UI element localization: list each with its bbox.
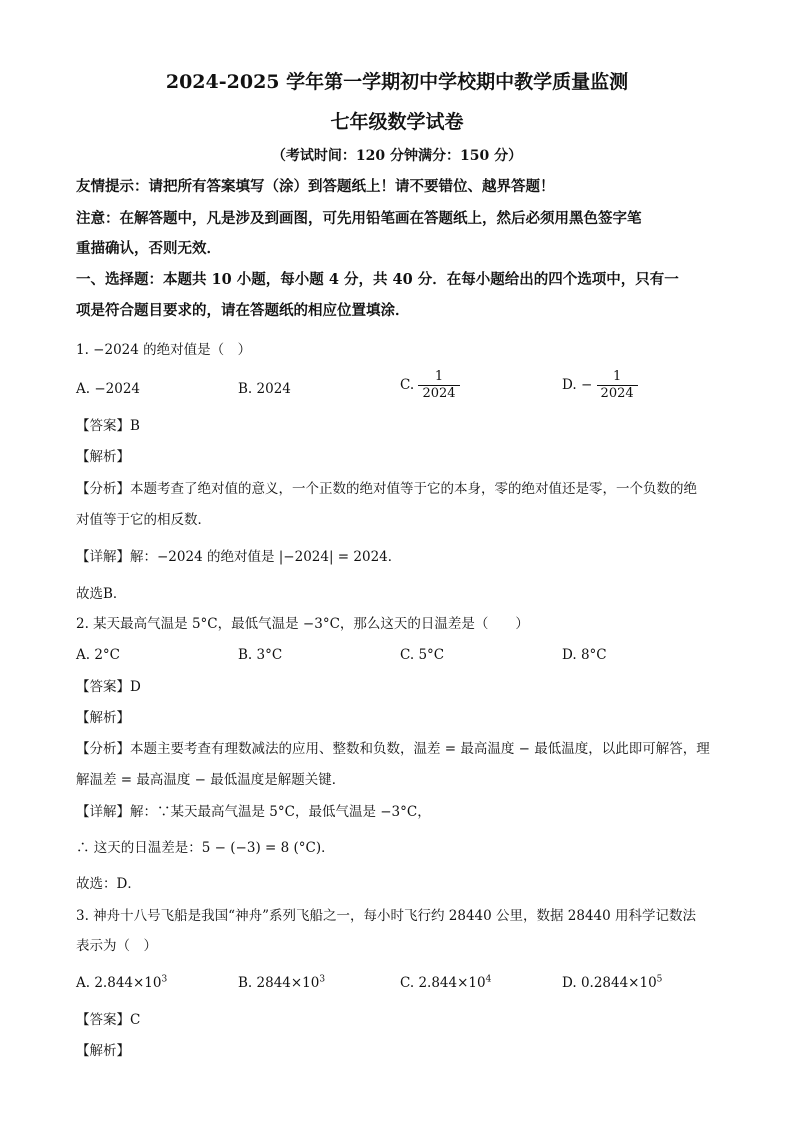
q1-analysis-line-2: 对值等于它的相反数． xyxy=(76,512,211,528)
q2-analysis-line-1: 【分析】本题主要考查有理数减法的应用、整数和负数，温差 = 最高温度 − 最低温度，以此即可解答，理 xyxy=(76,741,710,757)
q1-choose: 故选B． xyxy=(76,586,127,602)
exam-info: （考试时间：120 分钟满分：150 分） xyxy=(271,148,523,164)
option-value: 3°C xyxy=(256,647,283,663)
option-label: A. xyxy=(76,975,91,991)
option-exponent: 3 xyxy=(319,974,326,985)
q2-analysis-tag: 【解析】 xyxy=(76,710,130,726)
fraction xyxy=(597,369,638,402)
option-label: A. xyxy=(76,647,91,663)
note-line-2: 重描确认，否则无效． xyxy=(76,240,221,257)
option-label: C. xyxy=(400,647,415,663)
q1-analysis-tag: 【解析】 xyxy=(76,449,130,465)
section-heading-line-1: 一、选择题：本题共 10 小题，每小题 4 分，共 40 分．在每小题给出的四个选项中，只有一 xyxy=(76,271,679,288)
q2-answer: 【答案】D xyxy=(76,679,141,695)
q1-option-b xyxy=(238,379,291,399)
q1-answer: 【答案】B xyxy=(76,418,140,434)
q3-option-a xyxy=(76,973,167,993)
q2-analysis-line-2: 解温差 = 最高温度 − 最低温度是解题关键． xyxy=(76,772,346,788)
q3-stem-line-1: 3. 神舟十八号飞船是我国“神舟”系列飞船之一，每小时飞行约 28440 公里，数据 28440 用科学记数法 xyxy=(76,908,697,924)
option-label: A. xyxy=(76,381,91,397)
q1-detail: 【详解】解：−2024 的绝对值是 |−2024| = 2024． xyxy=(76,549,402,565)
q3-option-b xyxy=(238,973,325,993)
option-label: D. xyxy=(562,647,577,663)
option-label: C. xyxy=(400,377,415,393)
option-label: D. xyxy=(562,377,577,393)
q2-detail: 【详解】解：∵某天最高气温是 5°C，最低气温是 −3°C， xyxy=(76,804,431,820)
q3-option-d xyxy=(562,973,662,993)
q2-option-c xyxy=(400,645,444,665)
fraction-denominator: 2024 xyxy=(597,385,638,402)
q2-stem: 2. 某天最高气温是 5°C，最低气温是 −3°C，那么这天的日温差是（ ） xyxy=(76,616,529,632)
q2-option-b xyxy=(238,645,282,665)
exam-subtitle: 七年级数学试卷 xyxy=(330,111,464,133)
q3-option-c xyxy=(400,973,491,993)
option-label: B. xyxy=(238,975,253,991)
option-base: 2.844×10 xyxy=(418,975,486,991)
q1-option-c xyxy=(400,369,460,402)
q3-stem-line-2: 表示为（ ） xyxy=(76,938,157,954)
q1-analysis-line-1: 【分析】本题考查了绝对值的意义，一个正数的绝对值等于它的本身，零的绝对值还是零，一个负数的绝 xyxy=(76,481,697,497)
option-label: D. xyxy=(562,975,577,991)
q1-option-d xyxy=(562,369,638,402)
option-label: C. xyxy=(400,975,415,991)
fraction-denominator: 2024 xyxy=(418,385,459,402)
q1-option-a xyxy=(76,379,140,399)
fraction-numerator: 1 xyxy=(434,369,444,384)
option-exponent: 4 xyxy=(485,974,492,985)
q2-option-d xyxy=(562,645,607,665)
option-value: 5°C xyxy=(418,647,445,663)
q3-answer: 【答案】C xyxy=(76,1012,141,1028)
q2-option-a xyxy=(76,645,120,665)
option-value: −2024 xyxy=(94,381,141,397)
option-value: 8°C xyxy=(580,647,607,663)
option-value: 2024 xyxy=(256,381,291,397)
exam-title: 2024-2025 学年第一学期初中学校期中教学质量监测 xyxy=(165,71,629,93)
tip-notice: 友情提示：请把所有答案填写（涂）到答题纸上！请不要错位、越界答题！ xyxy=(76,178,555,195)
q2-detail-2: ∴ 这天的日温差是：5 − (−3) = 8 (°C)． xyxy=(76,840,335,856)
q2-choose: 故选：D． xyxy=(76,876,141,892)
minus-sign: − xyxy=(580,377,593,393)
option-base: 2844×10 xyxy=(256,975,320,991)
option-base: 0.2844×10 xyxy=(580,975,657,991)
option-label: B. xyxy=(238,647,253,663)
q3-analysis-tag: 【解析】 xyxy=(76,1043,130,1059)
note-line-1: 注意：在解答题中，凡是涉及到画图，可先用铅笔画在答题纸上，然后必须用黑色签字笔 xyxy=(76,210,642,227)
option-label: B. xyxy=(238,381,253,397)
option-exponent: 5 xyxy=(656,974,663,985)
fraction xyxy=(418,369,459,402)
section-heading-line-2: 项是符合题目要求的，请在答题纸的相应位置填涂． xyxy=(76,302,410,319)
q1-stem: 1. −2024 的绝对值是（ ） xyxy=(76,342,252,358)
option-exponent: 3 xyxy=(161,974,168,985)
option-base: 2.844×10 xyxy=(94,975,162,991)
fraction-numerator: 1 xyxy=(612,369,622,384)
option-value: 2°C xyxy=(94,647,121,663)
